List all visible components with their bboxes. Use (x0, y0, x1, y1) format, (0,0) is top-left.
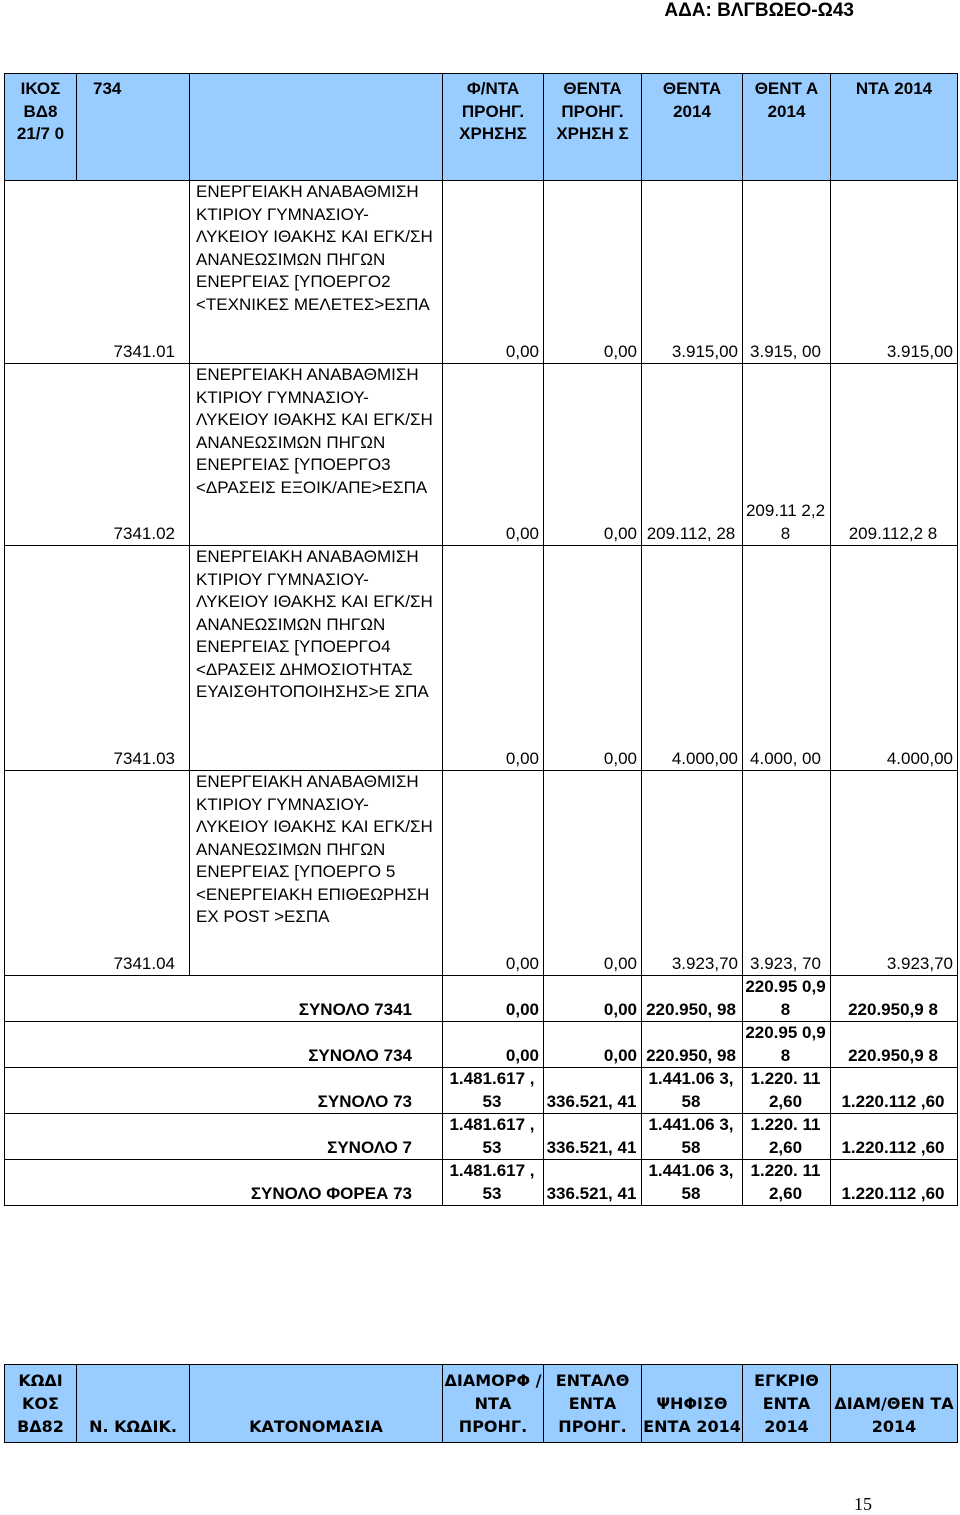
total-label: ΣΥΝΟΛΟ 73 (5, 1068, 443, 1114)
footer-header-cell: ΕΝΤΑΛΘ ΕΝΤΑ ΠΡΟΗΓ. (544, 1365, 642, 1443)
amount-cell: 0,00 (544, 364, 642, 546)
next-page-header-table (4, 1364, 958, 1443)
table-row (5, 364, 958, 546)
footer-header-cell: ΔΙΑΜΟΡΦ /ΝΤΑ ΠΡΟΗΓ. (443, 1365, 544, 1443)
header-cell: 734 (77, 74, 190, 181)
total-amount: 220.95 0,98 (743, 976, 831, 1022)
total-amount: 0,00 (544, 976, 642, 1022)
header-cell: ΝΤΑ 2014 (831, 74, 958, 181)
account-code: 7341.03 (5, 546, 190, 771)
amount-cell: 209.112, 28 (642, 364, 743, 546)
amount-cell: 0,00 (544, 771, 642, 976)
header-cell: ΙΚΟΣ ΒΔ8 21/7 0 (5, 74, 77, 181)
total-row (5, 1068, 958, 1114)
total-label: ΣΥΝΟΛΟ 7 (5, 1114, 443, 1160)
table-row (5, 771, 958, 976)
account-code: 7341.04 (5, 771, 190, 976)
total-label: ΣΥΝΟΛΟ ΦΟΡΕΑ 73 (5, 1160, 443, 1206)
amount-cell: 209.11 2,28 (743, 364, 831, 546)
account-description: ΕΝΕΡΓΕΙΑΚΗ ΑΝΑΒΑΘΜΙΣΗ ΚΤΙΡΙΟΥ ΓΥΜΝΑΣΙΟΥ-ΛΥΚΕΙΟΥ ΙΘΑΚΗΣ ΚΑΙ ΕΓΚ/ΣΗ ΑΝΑΝΕΩΣΙΜΩΝ ΠΗΓΩΝ ΕΝΕΡΓΕΙΑΣ [ΥΠΟΕΡΓΟ3 <ΔΡΑΣΕΙΣ ΕΞΟΙΚ/ΑΠΕ>ΕΣΠΑ (190, 364, 443, 546)
header-cell: Φ/ΝΤΑ ΠΡΟΗΓ. ΧΡΗΣΗΣ (443, 74, 544, 181)
footer-header-cell: ΚΩΔΙ ΚΟΣ ΒΔ82 (5, 1365, 77, 1443)
amount-cell: 3.923, 70 (743, 771, 831, 976)
total-amount: 220.950,9 8 (831, 1022, 958, 1068)
total-amount: 1.481.617 ,53 (443, 1114, 544, 1160)
total-amount: 336.521, 41 (544, 1068, 642, 1114)
total-amount: 0,00 (443, 976, 544, 1022)
total-amount: 1.481.617 ,53 (443, 1068, 544, 1114)
total-amount: 220.950,9 8 (831, 976, 958, 1022)
total-amount: 1.441.06 3,58 (642, 1160, 743, 1206)
amount-cell: 0,00 (443, 771, 544, 976)
amount-cell: 0,00 (443, 546, 544, 771)
total-amount: 1.220.112 ,60 (831, 1160, 958, 1206)
amount-cell: 3.923,70 (831, 771, 958, 976)
total-amount: 0,00 (443, 1022, 544, 1068)
amount-cell: 0,00 (544, 546, 642, 771)
header-row (5, 74, 958, 181)
header-cell (190, 74, 443, 181)
total-amount: 0,00 (544, 1022, 642, 1068)
footer-header-cell: ΨΗΦΙΣΘ ΕΝΤΑ 2014 (642, 1365, 743, 1443)
total-amount: 1.220.112 ,60 (831, 1068, 958, 1114)
budget-table (4, 73, 958, 1206)
amount-cell: 4.000, 00 (743, 546, 831, 771)
footer-header-row (5, 1365, 958, 1443)
amount-cell: 4.000,00 (831, 546, 958, 771)
total-amount: 336.521, 41 (544, 1160, 642, 1206)
header-cell: ΘΕΝΤΑ 2014 (642, 74, 743, 181)
table-row (5, 546, 958, 771)
total-amount: 336.521, 41 (544, 1114, 642, 1160)
account-code: 7341.02 (5, 364, 190, 546)
amount-cell: 3.915,00 (642, 181, 743, 364)
amount-cell: 209.112,2 8 (831, 364, 958, 546)
total-amount: 220.95 0,98 (743, 1022, 831, 1068)
ada-code: ΑΔΑ: ΒΛΓΒΩΕΟ-Ω43 (664, 0, 854, 21)
amount-cell: 0,00 (544, 181, 642, 364)
amount-cell: 3.923,70 (642, 771, 743, 976)
total-amount: 1.220.112 ,60 (831, 1114, 958, 1160)
total-label: ΣΥΝΟΛΟ 7341 (5, 976, 443, 1022)
total-row (5, 1114, 958, 1160)
amount-cell: 0,00 (443, 364, 544, 546)
page-number: 15 (854, 1494, 872, 1514)
footer-header-cell: Ν. ΚΩΔΙΚ. (77, 1365, 190, 1443)
account-description: ΕΝΕΡΓΕΙΑΚΗ ΑΝΑΒΑΘΜΙΣΗ ΚΤΙΡΙΟΥ ΓΥΜΝΑΣΙΟΥ-ΛΥΚΕΙΟΥ ΙΘΑΚΗΣ ΚΑΙ ΕΓΚ/ΣΗ ΑΝΑΝΕΩΣΙΜΩΝ ΠΗΓΩΝ ΕΝΕΡΓΕΙΑΣ [ΥΠΟΕΡΓΟ2 <ΤΕΧΝΙΚΕΣ ΜΕΛΕΤΕΣ>ΕΣΠΑ (190, 181, 443, 364)
total-amount: 1.220. 112,60 (743, 1160, 831, 1206)
account-description: ΕΝΕΡΓΕΙΑΚΗ ΑΝΑΒΑΘΜΙΣΗ ΚΤΙΡΙΟΥ ΓΥΜΝΑΣΙΟΥ-ΛΥΚΕΙΟΥ ΙΘΑΚΗΣ ΚΑΙ ΕΓΚ/ΣΗ ΑΝΑΝΕΩΣΙΜΩΝ ΠΗΓΩΝ ΕΝΕΡΓΕΙΑΣ [ΥΠΟΕΡΓΟ 5 <ΕΝΕΡΓΕΙΑΚΗ ΕΠΙΘΕΩΡΗΣΗ EX POST >ΕΣΠΑ (190, 771, 443, 976)
header-cell: ΘΕΝΤ Α 2014 (743, 74, 831, 181)
footer-header-cell: ΕΓΚΡΙΘ ΕΝΤΑ 2014 (743, 1365, 831, 1443)
amount-cell: 3.915, 00 (743, 181, 831, 364)
total-amount: 1.441.06 3,58 (642, 1114, 743, 1160)
amount-cell: 3.915,00 (831, 181, 958, 364)
amount-cell: 0,00 (443, 181, 544, 364)
total-amount: 220.950, 98 (642, 976, 743, 1022)
total-row (5, 1160, 958, 1206)
amount-cell: 4.000,00 (642, 546, 743, 771)
total-label: ΣΥΝΟΛΟ 734 (5, 1022, 443, 1068)
total-row (5, 1022, 958, 1068)
table-row (5, 181, 958, 364)
total-amount: 220.950, 98 (642, 1022, 743, 1068)
total-amount: 1.220. 112,60 (743, 1068, 831, 1114)
total-amount: 1.220. 112,60 (743, 1114, 831, 1160)
total-amount: 1.441.06 3,58 (642, 1068, 743, 1114)
total-row (5, 976, 958, 1022)
header-cell: ΘΕΝΤΑ ΠΡΟΗΓ. ΧΡΗΣΗ Σ (544, 74, 642, 181)
account-description: ΕΝΕΡΓΕΙΑΚΗ ΑΝΑΒΑΘΜΙΣΗ ΚΤΙΡΙΟΥ ΓΥΜΝΑΣΙΟΥ-ΛΥΚΕΙΟΥ ΙΘΑΚΗΣ ΚΑΙ ΕΓΚ/ΣΗ ΑΝΑΝΕΩΣΙΜΩΝ ΠΗΓΩΝ ΕΝΕΡΓΕΙΑΣ [ΥΠΟΕΡΓΟ4 <ΔΡΑΣΕΙΣ ΔΗΜΟΣΙΟΤΗΤΑΣ ΕΥΑΙΣΘΗΤΟΠΟΙΗΣΗΣ>Ε ΣΠΑ (190, 546, 443, 771)
footer-header-cell: ΔΙΑΜ/ΘΕΝ ΤΑ 2014 (831, 1365, 958, 1443)
account-code: 7341.01 (5, 181, 190, 364)
total-amount: 1.481.617 ,53 (443, 1160, 544, 1206)
footer-header-cell: ΚΑΤΟΝΟΜΑΣΙΑ (190, 1365, 443, 1443)
